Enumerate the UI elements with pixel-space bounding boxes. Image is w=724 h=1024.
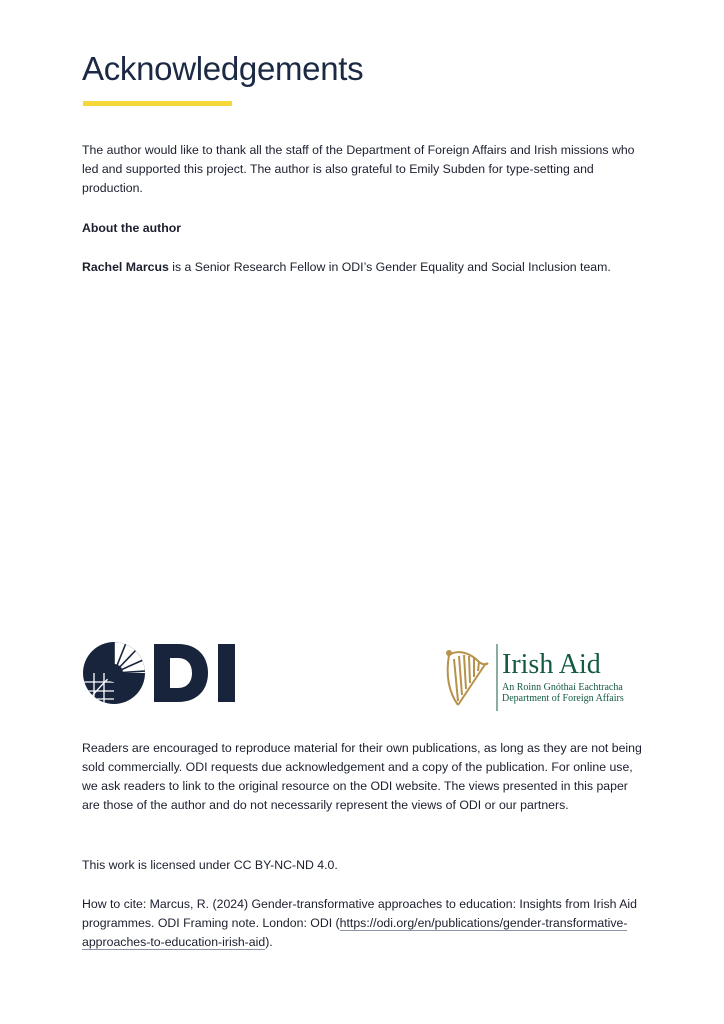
author-bio xyxy=(82,258,647,277)
about-author-heading: About the author xyxy=(82,221,182,235)
harp-icon xyxy=(440,641,500,713)
citation-suffix: ). xyxy=(265,935,273,949)
citation xyxy=(82,895,642,952)
citation-text: How to cite: Marcus, R. (2024) Gender-transformative approaches to education: Insights from Irish Aid programmes. ODI Framing note. London: ODI ( xyxy=(82,897,637,930)
irish-aid-department-irish: An Roinn Gnóthaí Eachtracha xyxy=(502,682,623,693)
irish-aid-wordmark: Irish Aid xyxy=(502,649,601,680)
odi-logo xyxy=(82,641,242,705)
author-bio-text: is a Senior Research Fellow in ODI’s Gender Equality and Social Inclusion team. xyxy=(168,260,611,274)
license-notice: This work is licensed under CC BY-NC-ND 4.0. xyxy=(82,858,338,872)
title-accent-rule xyxy=(83,101,232,106)
citation-link[interactable]: https://odi.org/en/publications/gender-transformative-approaches-to-education-irish-aid xyxy=(82,916,628,949)
odi-logo-graphic xyxy=(82,641,242,705)
page-title: Acknowledgements xyxy=(82,50,364,87)
irish-aid-department-english: Department of Foreign Affairs xyxy=(502,693,624,704)
readers-notice: Readers are encouraged to reproduce material for their own publications, as long as they are not being sold commercially. ODI requests due acknowledgement and a copy of the publication. For online use, we ask readers to link to the original resource on the ODI website. The views presented in this paper are those of the author and do not necessarily represent the views of ODI or our partners. xyxy=(82,741,642,812)
irish-aid-logo xyxy=(440,641,640,713)
acknowledgements-paragraph: The author would like to thank all the staff of the Department of Foreign Affairs and Irish missions who led and supported this project. The author is also grateful to Emily Subden for type-setting and production. xyxy=(82,143,635,195)
author-name: Rachel Marcus xyxy=(82,260,169,274)
